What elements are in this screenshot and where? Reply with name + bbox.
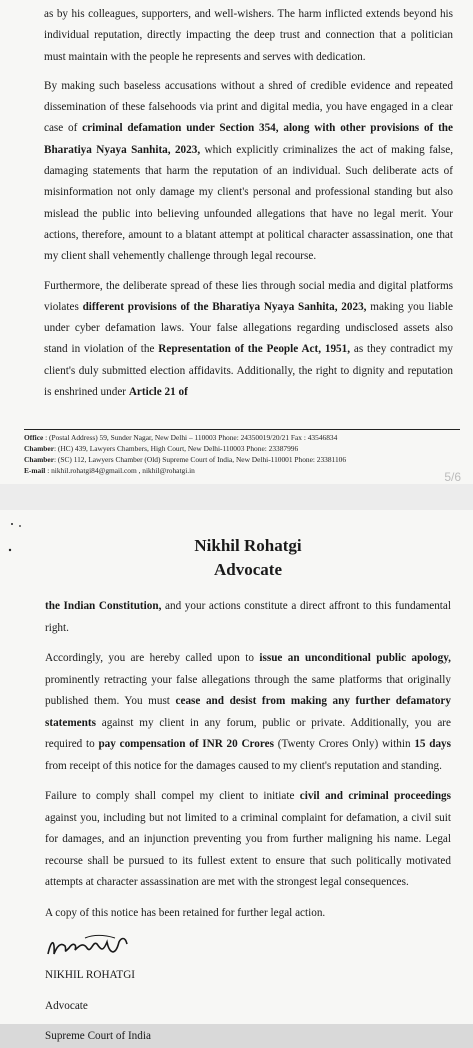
text-run: A copy of this notice has been retained for further legal action.	[45, 906, 326, 919]
text-run: as by his colleagues, supporters, and well-wishers. The harm inflicted extends beyond his individual reputation, directly impacting the deep trust and connection that a politician must maintain with the people he represents and serves with dedication.	[44, 8, 453, 63]
bold-text-run: issue an unconditional public apology,	[259, 652, 451, 664]
paragraph	[44, 4, 453, 68]
paragraph	[45, 786, 451, 894]
footer-label: E-mail	[24, 466, 46, 475]
footer-text: : (HC) 439, Lawyers Chambers, High Court, New Delhi-110003 Phone: 23387996	[53, 444, 299, 453]
signatory-block	[45, 965, 451, 1048]
signatory-title: Advocate	[45, 999, 88, 1012]
text-run: Furthermore, the deliberate spread of these lies through social media and digital platforms violates	[44, 279, 453, 313]
footer-line	[24, 454, 464, 465]
text-run: against you, including but not limited to a criminal complaint for defamation, a civil suit for damages, and an injunction preventing you from further maligning his name. Legal recourse shall be pursued to its fullest extent to ensure that such politically motivated attempts at character assassination are met with the strongest legal consequences.	[45, 811, 451, 888]
letterhead-title: Advocate	[214, 560, 282, 579]
paragraph	[45, 648, 451, 777]
footer-text: : nikhil.rohatgi84@gmail.com , nikhil@rohatgi.in	[45, 466, 195, 475]
text-run: Accordingly, you are hereby called upon to	[45, 652, 260, 664]
footer-line	[24, 465, 464, 476]
footer-divider	[24, 429, 460, 430]
text-run: (Twenty Crores Only) within	[273, 738, 415, 750]
page-gap	[0, 484, 473, 510]
signatory-court: Supreme Court of India	[45, 1030, 151, 1042]
text-run: which explicitly criminalizes the act of making false, damaging statements that harm the reputation of an individual. Such deliberate acts of misinformation not only damage my client's personal and professional standing but also mislead the public into believing unfounded allegations that have no legal merit. Your actions, therefore, amount to a blatant attempt at political character assassination, one that my client shall vehemently challenge through legal recourse.	[44, 143, 454, 263]
footer-text: : (Postal Address) 59, Sunder Nagar, New Delhi – 110003 Phone: 24350019/20/21 Fax : 43546834	[43, 433, 338, 442]
page-indicator: 5/6	[444, 470, 461, 484]
text-run: from receipt of this notice for the damages caused to my client's reputation and standing.	[45, 759, 442, 772]
page-5-body	[44, 4, 453, 403]
letterhead-footer	[24, 432, 464, 476]
footer-line	[24, 432, 464, 443]
notice-page-5	[0, 0, 473, 484]
bold-text-run: Representation of the People Act, 1951,	[158, 343, 351, 356]
text-run: By making such baseless accusations without a shred of credible evidence and repeated dissemination of these falsehoods via print and digital media, you have engaged in a clear case of	[44, 79, 453, 135]
paragraph	[45, 596, 451, 639]
footer-label: Office	[24, 433, 44, 442]
signatory-name: NIKHIL ROHATGI	[45, 969, 136, 981]
bold-text-run: civil and criminal proceedings	[299, 790, 451, 802]
bold-text-run: the Indian Constitution,	[45, 600, 162, 612]
signature-image	[45, 932, 165, 960]
text-run: making you liable under cyber defamation laws. Your false allegations regarding undisclosed assets also stand in violation of the	[44, 300, 453, 356]
paragraph	[44, 276, 453, 404]
text-run: as they contradict my client's duly submitted election affidavits. Additionally, the right to dignity and reputation is enshrined under	[44, 343, 453, 399]
paragraph	[45, 903, 451, 925]
footer-line	[24, 443, 464, 454]
text-run: against my client in any forum, public or private. Additionally, you are required to	[45, 716, 451, 750]
footer-label: Chamber	[24, 444, 54, 453]
notice-page-6	[0, 510, 473, 1042]
bold-text-run: different provisions of the Bharatiya Nyaya Sanhita, 2023,	[82, 300, 367, 313]
text-run: prominently retracting your false allegations through the same platforms that originally published them. You must	[45, 673, 451, 707]
bold-text-run: pay compensation of INR 20 Crores	[98, 738, 274, 750]
paragraph	[44, 76, 453, 268]
text-run: Failure to comply shall compel my client to initiate	[45, 790, 300, 802]
bold-text-run: cease and desist from making any further defamatory statements	[45, 695, 451, 729]
page-6-body	[45, 596, 451, 924]
bold-text-run: criminal defamation under Section 354, along with other provisions of the Bharatiya Nyaya Sanhita, 2023,	[44, 122, 453, 156]
bold-text-run: Article 21 of	[128, 386, 188, 399]
letterhead-name: Nikhil Rohatgi	[194, 536, 302, 555]
footer-label: Chamber	[24, 455, 54, 464]
text-run: and your actions constitute a direct affront to this fundamental right.	[45, 600, 451, 634]
footer-text: : (SC) 112, Lawyers Chamber (Old) Supreme Court of India, New Delhi-110001 Phone: 23381106	[53, 455, 347, 464]
bold-text-run: 15 days	[414, 738, 452, 750]
scan-marks	[8, 522, 48, 562]
